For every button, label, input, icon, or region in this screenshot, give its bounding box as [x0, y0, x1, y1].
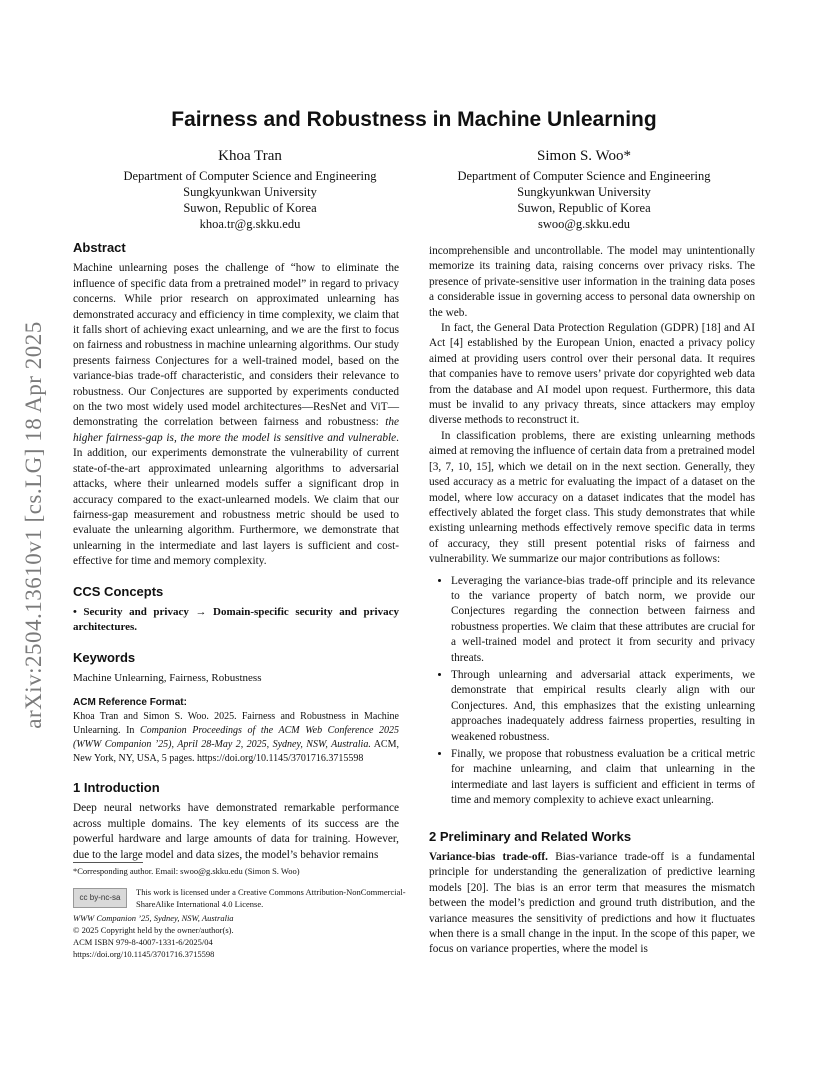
author-dept: Department of Computer Science and Engineering — [457, 169, 711, 183]
publication-info — [73, 912, 399, 960]
pub-doi: https://doi.org/10.1145/3701716.3715598 — [73, 949, 215, 959]
footnote-rule — [73, 862, 143, 863]
list-item: • Leveraging the variance-bias trade-off principle and its relevance to the variance property of batch norm, we provide our Conjectures regarding the connection between fairness and robustness properties. We claim that these attributes are crucial for a well-trained model and protect it from security and privacy threats. — [451, 574, 755, 666]
author-block-2 — [414, 148, 754, 232]
intro-paragraph-1-cont: incomprehensible and uncontrollable. The model may unintentionally memorize its training data, raising concerns over privacy risks. The presence of private-sensitive user information in the training data poses a considerable issue in governing access to personal data ownership on the web. — [429, 245, 755, 319]
left-column — [73, 240, 399, 863]
author-email: khoa.tr@g.skku.edu — [199, 217, 301, 231]
intro-paragraph-2: In fact, the General Data Protection Regulation (GDPR) [18] and AI Act [4] established by the European Union, enacted a privacy policy aimed at providing users control over their personal data. It requires that companies have to remove users’ private dor copyrighted web data from the database and AI model upon request. Furthermore, this data must be invalid to any privacy threats, since attackers may employ diverse methods to reconstruct it. — [429, 322, 755, 427]
section2-heading: 2 Preliminary and Related Works — [429, 828, 632, 844]
paper-title: Fairness and Robustness in Machine Unlearning — [171, 108, 657, 131]
intro-heading: 1 Introduction — [73, 779, 160, 795]
pub-venue: WWW Companion ’25, Sydney, NSW, Australia — [73, 913, 234, 923]
abstract-heading: Abstract — [73, 240, 126, 255]
footnote: *Corresponding author. Email: swoo@g.skku.edu (Simon S. Woo) — [73, 866, 300, 876]
arxiv-id: arXiv:2504.13610v1 [cs.LG] 18 Apr 2025 — [21, 321, 46, 729]
intro-paragraph-3: In classification problems, there are existing unlearning methods aimed at removing the influence of certain data from a pretrained model [3, 7, 10, 15], which we detail on in the next section. Generally, they used accuracy as a metric for evaluating the impact of a dataset on the model, where low accuracy on a dataset indicates that the model has effectively ablated the forget class. This study demonstrates that while existing unlearning methods effectively remove specific data in terms of accuracy, they still present potential risks of fairness and vulnerability. We summarize our major contributions as follows: — [429, 429, 755, 566]
author-univ: Sungkyunkwan University — [517, 185, 651, 199]
keywords-text: Machine Unlearning, Fairness, Robustness — [73, 672, 262, 685]
acm-ref-text: Khoa Tran and Simon S. Woo. 2025. Fairness and Robustness in Machine Unlearning. In Companion Proceedings of the ACM Web Conference 2025 (WWW Companion ’25), April 28-May 2, 2025, Sydney, NSW, Australia. ACM, New York, NY, USA, 5 pages. https://doi.org/10.1145/3701716.3715598 — [73, 710, 399, 764]
contributions-list — [429, 574, 755, 809]
author-name: Khoa Tran — [218, 148, 282, 164]
author-location: Suwon, Republic of Korea — [183, 201, 317, 215]
arxiv-sidebar — [12, 280, 56, 770]
author-name: Simon S. Woo* — [537, 148, 631, 164]
author-location: Suwon, Republic of Korea — [517, 201, 651, 215]
cc-license-badge: cc by-nc-sa — [73, 888, 127, 908]
pub-copyright: © 2025 Copyright held by the owner/author(s). — [73, 925, 234, 935]
pub-isbn: ACM ISBN 979-8-4007-1331-6/2025/04 — [73, 937, 213, 947]
list-item: • Through unlearning and adversarial attack experiments, we demonstrate that empirical results clearly align with our Conjectures. And, this emphasizes that the existing unlearning approaches inadequately address fairness properties, resulting in weakened robustness. — [451, 668, 755, 745]
license-text: This work is licensed under a Creative Commons Attribution-NonCommercial-ShareAlike International 4.0 License. — [136, 887, 406, 909]
author-block-1 — [80, 148, 420, 232]
list-item: • Finally, we propose that robustness evaluation be a critical metric for machine unlearning, and claim that unlearning in the intermediate and last layers is sufficient and efficient in terms of time and memory complexity to achieve exact unlearning. — [451, 747, 755, 809]
ccs-text: • Security and privacy → Domain-specific security and privacy architectures. — [73, 605, 399, 634]
acm-ref-heading: ACM Reference Format: — [73, 696, 187, 708]
ccs-heading: CCS Concepts — [73, 583, 164, 599]
author-email: swoo@g.skku.edu — [537, 217, 631, 231]
right-column — [429, 244, 755, 958]
abstract-text: Machine unlearning poses the challenge of “how to eliminate the influence of specific data from a pretrained model” in regard to privacy concerns. While prior research on approximated unlearning has demonstrated accuracy and efficiency in time complexity, we claim that it falls short of achieving exact unlearning, and we are the first to focus on fairness and robustness in machine unlearning algorithms. Our study presents fairness Conjectures for a well-trained model, based on the variance-bias trade-off characteristic, and considers their relevance to robustness. Our Conjectures are supported by experiments conducted on the two most widely used model architectures—ResNet and ViT—demonstrating the correlation between fairness and robustness: the higher fairness-gap is, the more the model is sensitive and vulnerable. In addition, our experiments demonstrate the vulnerability of current state-of-the-art approximated unlearning algorithms to adversarial attacks, where their unlearned models suffer a significant drop in accuracy compared to the exact-unlearned models. We claim that our fairness-gap measurement and robustness metric should be used to evaluate the unlearning algorithm. Furthermore, we demonstrate that unlearning in the intermediate and last layers is sufficient and cost-effective for time and memory complexity. — [73, 262, 399, 568]
section2-paragraph: Variance-bias trade-off. Bias-variance trade-off is a fundamental principle for understanding the generalization of predictive learning models [20]. The bias is an error term that measures the mismatch between the model’s prediction and ground truth distribution, and the variance measures the sensitivity of predictions and how it fluctuates when there is a small change in the input. In the scope of this paper, we focus on variance properties, where the model is — [429, 851, 755, 956]
author-univ: Sungkyunkwan University — [183, 185, 317, 199]
author-dept: Department of Computer Science and Engineering — [123, 169, 377, 183]
keywords-heading: Keywords — [73, 649, 136, 665]
intro-paragraph-1: Deep neural networks have demonstrated remarkable performance across multiple domains. The key elements of its success are the powerful hardware and large amounts of data for training. However, due to the large model and data sizes, the model’s behavior remains — [73, 802, 399, 861]
